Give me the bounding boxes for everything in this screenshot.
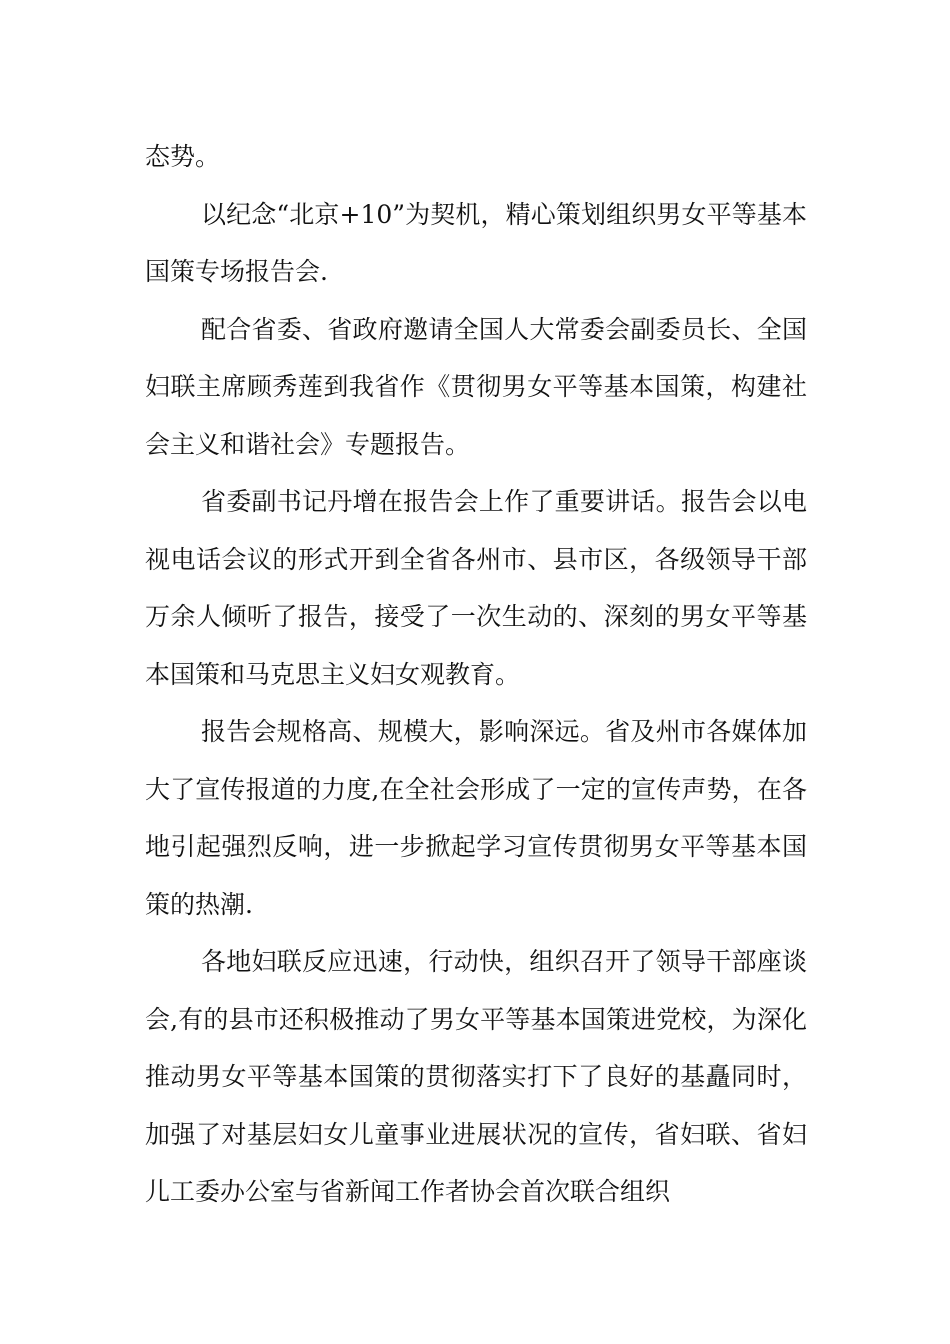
paragraph: 以纪念“北京+10”为契机，精心策划组织男女平等基本国策专场报告会. (145, 199, 807, 286)
document-body (145, 128, 807, 1221)
paragraph: 报告会规格高、规模大，影响深远。省及州市各媒体加大了宣传报道的力度,在全社会形成了一定的宣传声势，在各地引起强烈反响，进一步掀起学习宣传贯彻男女平等基本国策的热潮. (145, 717, 807, 919)
paragraph: 配合省委、省政府邀请全国人大常委会副委员长、全国妇联主席顾秀莲到我省作《贯彻男女平等基本国策，构建社会主义和谐社会》专题报告。 (145, 314, 807, 459)
paragraph: 各地妇联反应迅速，行动快，组织召开了领导干部座谈会,有的县市还积极推动了男女平等基本国策进党校，为深化推动男女平等基本国策的贯彻落实打下了良好的基矗同时，加强了对基层妇女儿童事业进展状况的宣传，省妇联、省妇儿工委办公室与省新闻工作者协会首次联合组织 (145, 947, 807, 1206)
paragraph-continuation: 态势。 (145, 142, 221, 171)
paragraph: 省委副书记丹增在报告会上作了重要讲话。报告会以电视电话会议的形式开到全省各州市、县市区，各级领导干部万余人倾听了报告，接受了一次生动的、深刻的男女平等基本国策和马克思主义妇女观教育。 (145, 487, 807, 689)
